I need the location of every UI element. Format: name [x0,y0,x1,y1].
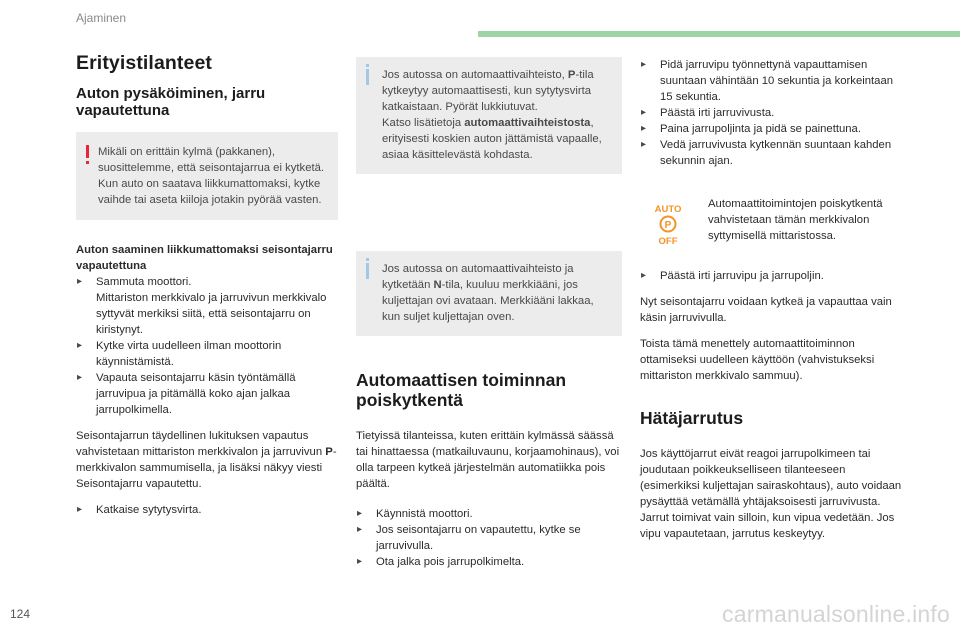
arrow-bullet-icon: ▸ [77,504,83,515]
info-icon [366,69,369,85]
list-item [640,105,902,121]
info-text-1: Jos autossa on automaattivaihteisto, P-tila kytkeytyy automaattisesti, kun sytytysvirta katkaistaan. Pyörät lukkiutuvat. [382,69,594,113]
info-box-automatic [356,57,622,174]
arrow-bullet-icon: ▸ [77,340,83,351]
step-text: Kytke virta uudelleen ilman moottorin käynnistämistä. [96,340,282,368]
column-2 [356,55,622,580]
auto-p-off-icon [646,202,690,246]
arrow-bullet-icon: ▸ [641,107,647,118]
text-run: Seisontajarrun täydellinen lukituksen vapautus vahvistetaan mittariston merkkivalon ja jarruvivun [76,430,326,458]
info-icon [366,263,369,279]
list-item [356,506,622,522]
warning-box [76,132,338,220]
list-item [640,268,902,284]
step-text: Päästä irti jarruvipu ja jarrupoljin. [660,270,824,282]
section-heading-deactivation: Automaattisen toiminnan poiskytkentä [356,370,567,410]
step-text: Jos seisontajarru on vapautettu, kytke se jarruvivulla. [376,524,581,552]
deactivation-paragraph: Tietyissä tilanteissa, kuten erittäin kylmässä säässä tai hinattaessa (matkailuvaunu, korjaamohinaus), voi olla tarpeen kytkeä järjestelmän automatiikka pois päältä. [356,430,620,490]
step-text: Paina jarrupoljinta ja pidä se painettuna. [660,123,861,135]
warning-text-2: Kun auto on saatava liikkumattomaksi, kytke vaihde tai aseta kiiloja jotakin pyörää vasten. [98,178,322,206]
deactivation-steps [356,506,622,570]
step-text: Käynnistä moottori. [376,508,473,520]
list-item [640,57,902,105]
info-text-2: Katso lisätietoja automaattivaihteistosta, erityisesti koskien auton jättämistä vapaalle, asiaa käsittelevästä kohdasta. [382,117,602,161]
immobilise-steps [76,274,338,418]
release-step-list [640,268,902,284]
section-color-bar [478,31,960,37]
arrow-bullet-icon: ▸ [77,276,83,287]
list-item [640,137,902,169]
emergency-paragraph: Jos käyttöjarrut eivät reagoi jarrupolkimeen tai joudutaan poikkeukselliseen tilanteeseen (esimerkiksi kuljettajan sairaskohtaus), auto voidaan pysäyttää vetämällä yhtäjaksoisesti jarruvivusta. Jarrut toimivat vain silloin, kun vipua vedetään. Jos vipu vapautetaan, jarrutus keskeytyy. [640,448,902,540]
step-text: Vedä jarruvivusta kytkennän suuntaan kahden sekunnin ajan. [660,139,892,167]
arrow-bullet-icon: ▸ [357,524,363,535]
page-title: Erityistilanteet [76,52,212,74]
arrow-bullet-icon: ▸ [77,372,83,383]
svg-text:P: P [664,220,672,231]
text-run: -merkkivalon sammumisella, ja lisäksi näkyy viesti Seisontajarru vapautettu. [76,446,337,490]
info-text-3: Jos autossa on automaattivaihteisto ja kytketään N-tila, kuuluu merkkiääni, jos kuljettajan ovi avataan. Merkkiääni lakkaa, kun suljet kuljettajan oven. [382,263,594,323]
list-item [356,522,622,554]
info-box-neutral [356,251,622,336]
step-text: Ota jalka pois jarrupolkimelta. [376,556,525,568]
arrow-bullet-icon: ▸ [357,508,363,519]
step-text: Pidä jarruvipu työnnettynä vapauttamisen suuntaan vähintään 10 sekuntia ja korkeintaan 15 sekuntia. [660,59,894,103]
warning-icon [86,145,89,158]
section-heading-parking: Auton pysäköiminen, jarru vapautettuna [76,85,266,119]
list-item [76,274,338,338]
watermark: carmanualsonline.info [722,601,950,627]
list-item [76,502,338,518]
list-item [76,370,338,418]
list-item [640,121,902,137]
deactivation-steps-continued [640,57,902,169]
list-item [76,338,338,370]
step-text: Katkaise sytytysvirta. [96,504,202,516]
column-1 [76,52,338,528]
step-text: Sammuta moottori. [96,276,192,288]
list-item [356,554,622,570]
warning-lamp-row [640,196,902,246]
section-label: Ajaminen [76,11,127,25]
arrow-bullet-icon: ▸ [641,139,647,150]
arrow-bullet-icon: ▸ [357,556,363,567]
warning-text-1: Mikäli on erittäin kylmä (pakkanen), suosittelemme, että seisontajarrua ei kytketä. [98,146,325,174]
release-paragraph [76,428,338,492]
warning-lamp-text: Automaattitoimintojen poiskytkentä vahvistetaan tämän merkkivalon syttymisellä mittaristossa. [708,198,883,242]
step-text: Päästä irti jarruvivusta. [660,107,775,119]
step-text: Vapauta seisontajarru käsin työntämällä jarruvipua ja pitämällä koko ajan jalkaa jarrupolkimella. [96,372,296,416]
manual-paragraph: Nyt seisontajarru voidaan kytkeä ja vapauttaa vain käsin jarruvivulla. [640,296,892,324]
page-number: 124 [10,607,31,621]
p-mode-label: P [325,446,333,458]
arrow-bullet-icon: ▸ [641,59,647,70]
svg-text:AUTO: AUTO [654,204,682,215]
arrow-bullet-icon: ▸ [641,270,647,281]
final-step-list [76,502,338,518]
immobilise-heading: Auton saaminen liikkumattomaksi seisontajarru vapautettuna [76,244,333,272]
reactivation-paragraph: Toista tämä menettely automaattitoiminnon ottamiseksi uudelleen käyttöön (vahvistukseksi mittariston merkkivalo sammuu). [640,338,875,382]
step-subtext: Mittariston merkkivalo ja jarruvivun merkkivalo syttyvät merkiksi siitä, että seisontajarru on kiristynyt. [96,292,327,336]
section-heading-emergency: Hätäjarrutus [640,408,744,428]
column-3 [640,55,902,552]
svg-text:OFF: OFF [658,236,678,246]
arrow-bullet-icon: ▸ [641,123,647,134]
